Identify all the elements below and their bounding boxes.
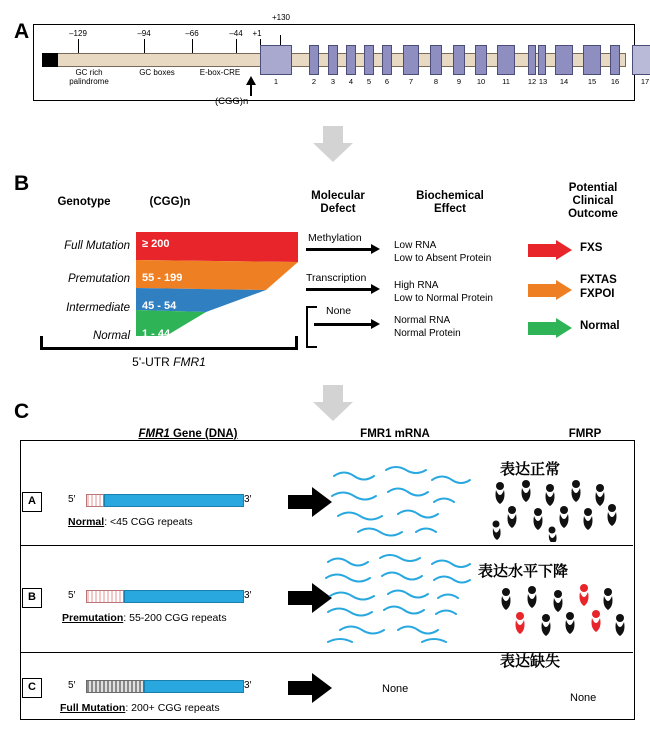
tick-mark-plus130 [280,35,281,45]
row-b-protein-status: 表达水平下降 [478,562,569,580]
defect-label-none: None [326,305,352,317]
defect-bracket-none [306,306,317,348]
row-b-fmrp-protein-cluster [492,580,632,642]
tick-label-minus44: –44 [229,29,243,38]
row-b-mrna-transcripts [322,552,482,648]
utr-axis-label: 5'-UTR FMR1 [132,355,206,369]
exon-14 [555,45,573,75]
outcome-label-fxs: FXS [580,242,603,254]
exon-number-4: 4 [348,77,354,86]
tick-label-minus94: –94 [137,29,151,38]
exon-number-8: 8 [433,77,439,86]
row-a-gene-body [104,494,244,507]
panel-c-letter: C [14,400,30,423]
exon-number-15: 15 [587,77,597,86]
exon-3 [328,45,338,75]
exon-number-7: 7 [408,77,414,86]
tick-label-plus130: +130 [271,13,291,22]
exon-number-3: 3 [330,77,336,86]
utr-axis-line [40,347,298,350]
effect-label-normal: Normal RNA Normal Protein [394,315,461,339]
exon-12 [528,45,536,75]
row-label-b: B [22,588,42,608]
exon-6 [382,45,392,75]
exon-number-17: 17 [640,77,650,86]
row-a-five-prime: 5′ [68,494,76,505]
tick-mark-plus1 [260,39,261,45]
row-label-c: C [22,678,42,698]
panel-b-letter: B [14,172,30,195]
tick-mark-94 [144,39,145,53]
utr-axis-right-cap [295,336,298,350]
cgg-repeat-annotation: (CGG)n [215,96,249,107]
tick-label-plus1: +1 [252,29,262,38]
exon-number-12: 12 [527,77,537,86]
outcome-arrow-normal [528,322,572,335]
repeat-label-full-mutation: ≥ 200 [142,238,170,250]
row-b-dna-construct [86,590,244,604]
region-label-ebox-cre: E-box-CRE [199,68,241,77]
exon-11 [497,45,515,75]
defect-label-transcription: Transcription [306,272,367,284]
defect-arrow-none [314,323,372,326]
row-b-gene-body [124,590,244,603]
row-c-five-prime: 5′ [68,680,76,691]
genotype-full-mutation: Full Mutation [64,240,130,252]
exon-13 [538,45,546,75]
tick-label-minus66: –66 [185,29,199,38]
outcome-arrow-fxtas-fxpoi [528,284,572,297]
cgg-pointer-stem [250,84,252,96]
row-a-protein-status: 表达正常 [500,460,561,478]
exon-number-1: 1 [273,77,279,86]
exon-16 [610,45,620,75]
row-b-caption: Premutation: 55-200 CGG repeats [62,612,227,624]
column-header-genotype: Genotype [57,196,111,208]
exon-8 [430,45,442,75]
flow-arrow-a-to-b [313,126,353,162]
outcome-label-normal: Normal [580,320,620,332]
column-header-molecular-defect: Molecular Defect [311,190,365,216]
outcome-arrow-fxs [528,244,572,257]
region-label-gc-boxes: GC boxes [139,68,175,77]
effect-label-full-mutation: Low RNA Low to Absent Protein [394,240,492,264]
row-c-cgg-repeat-region-methylated [86,680,144,693]
effect-label-premutation: High RNA Low to Normal Protein [394,280,493,304]
tick-mark-129 [78,39,79,53]
row-a-mrna-transcripts [328,462,478,542]
row-c-caption: Full Mutation: 200+ CGG repeats [60,702,220,714]
defect-arrow-transcription [306,288,372,291]
defect-label-methylation: Methylation [308,232,362,244]
exon-10 [475,45,487,75]
panel-a-container [33,13,650,101]
row-c-gene-body [144,680,244,693]
column-header-fmr1-mrna: FMR1 mRNA [360,428,430,440]
row-c-mrna-none: None [382,683,409,695]
column-header-gene-dna: FMR1 Gene (DNA) [138,428,238,440]
row-a-transcription-arrow [288,487,332,517]
exon-17 [632,45,650,75]
row-a-three-prime: 3′ [244,494,252,505]
exon-number-2: 2 [311,77,317,86]
exon-number-6: 6 [384,77,390,86]
exon-2 [309,45,319,75]
exon-number-10: 10 [476,77,486,86]
column-header-clinical-outcome: Potential Clinical Outcome [568,182,618,221]
exon-number-16: 16 [610,77,620,86]
exon-5 [364,45,374,75]
row-a-fmrp-protein-cluster [488,478,628,542]
exon-number-5: 5 [366,77,372,86]
defect-arrow-methylation [306,248,372,251]
row-label-a: A [22,492,42,512]
genotype-premutation: Premutation [67,273,130,285]
row-a-cgg-repeat-region [86,494,104,507]
genotype-normal: Normal [92,330,130,342]
genotype-intermediate: Intermediate [66,302,130,314]
exon-1 [260,45,292,75]
row-b-five-prime: 5′ [68,590,76,601]
outcome-label-fxtas-fxpoi: FXTAS FXPOI [580,274,617,300]
repeat-label-normal: 1 - 44 [142,328,171,340]
column-header-fmrp: FMRP [568,428,602,440]
row-c-protein-none: None [570,692,597,704]
row-b-three-prime: 3′ [244,590,252,601]
repeat-label-premutation: 55 - 199 [142,272,183,284]
exon-number-13: 13 [538,77,548,86]
row-c-three-prime: 3′ [244,680,252,691]
tick-mark-66 [192,39,193,53]
row-a-dna-construct [86,494,244,508]
row-b-cgg-repeat-region [86,590,124,603]
panel-c-divider-1 [20,545,633,546]
column-header-repeats: (CGG)n [149,196,191,208]
row-c-protein-status: 表达缺失 [500,652,561,670]
column-header-biochemical-effect: Biochemical Effect [416,190,484,216]
panel-a-letter: A [14,20,30,43]
row-c-dna-construct [86,680,244,694]
utr-axis-left-cap [40,336,43,350]
row-c-transcription-arrow [288,673,332,703]
exon-number-14: 14 [559,77,569,86]
exon-15 [583,45,601,75]
row-a-caption: Normal: <45 CGG repeats [68,516,193,528]
exon-number-11: 11 [502,77,510,86]
tick-mark-44 [236,39,237,53]
exon-number-9: 9 [456,77,462,86]
repeat-label-intermediate: 45 - 54 [142,300,177,312]
promoter-black-block [42,53,58,67]
exon-9 [453,45,465,75]
tick-label-minus129: –129 [69,29,87,38]
exon-4 [346,45,356,75]
region-label-gc-palindrome: GC rich palindrome [69,68,109,86]
exon-7 [403,45,419,75]
flow-arrow-b-to-c [313,385,353,421]
